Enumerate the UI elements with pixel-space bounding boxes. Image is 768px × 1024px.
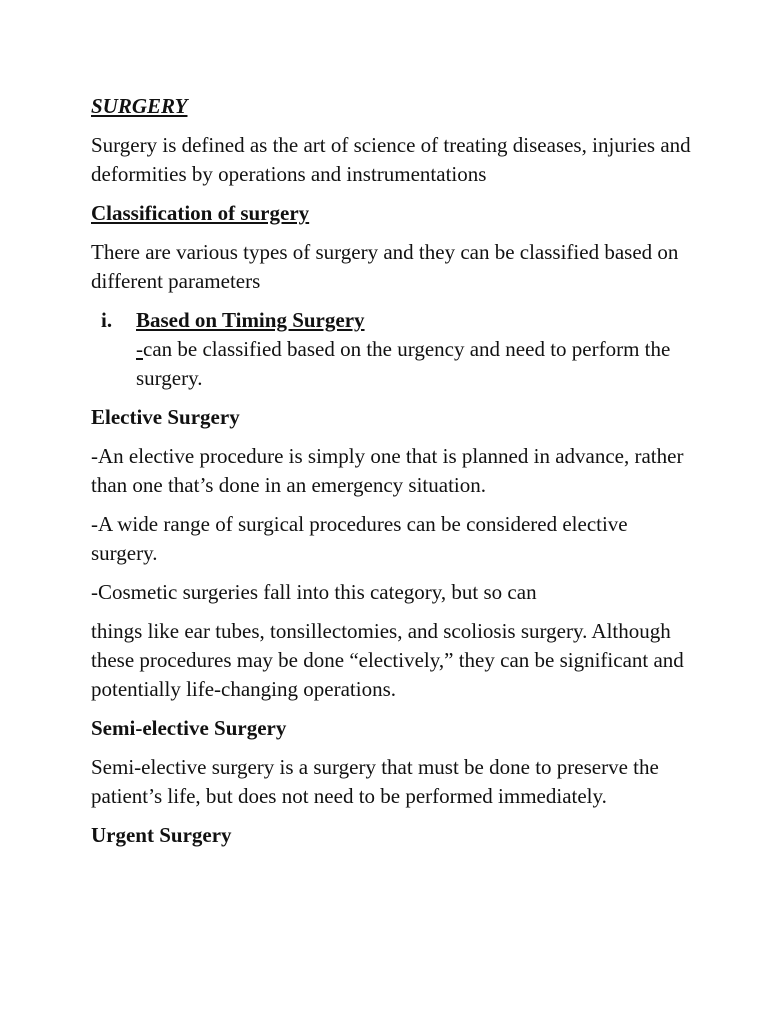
classification-heading: Classification of surgery — [91, 201, 310, 225]
semi-elective-paragraph: Semi-elective surgery is a surgery that must be done to preserve the patient’s life, but does not need to be performed immediately. — [91, 755, 659, 808]
elective-paragraph-4: things like ear tubes, tonsillectomies, and scoliosis surgery. Although these procedures may be done “electively,” they can be significant and potentially life-changing operations. — [91, 619, 684, 701]
intro-paragraph: Surgery is defined as the art of science of treating diseases, injuries and deformities by operations and instrumentations — [91, 133, 691, 186]
classification-paragraph: There are various types of surgery and they can be classified based on different parameters — [91, 240, 679, 293]
elective-paragraph-1: -An elective procedure is simply one that is planned in advance, rather than one that’s done in an emergency situation. — [91, 444, 684, 497]
document-page — [91, 92, 691, 860]
semi-elective-heading: Semi-elective Surgery — [91, 716, 287, 740]
list-item-timing — [91, 306, 691, 393]
elective-paragraph-3: -Cosmetic surgeries fall into this category, but so can — [91, 580, 537, 604]
elective-paragraph-2: -A wide range of surgical procedures can be considered elective surgery. — [91, 512, 628, 565]
list-marker: i. — [101, 308, 113, 332]
elective-heading: Elective Surgery — [91, 405, 240, 429]
list-item-title: Based on Timing Surgery — [136, 308, 365, 332]
urgent-heading: Urgent Surgery — [91, 823, 232, 847]
list-item-body — [136, 335, 691, 393]
list-item-dash: - — [136, 337, 143, 361]
list-item-text: can be classified based on the urgency and need to perform the surgery. — [136, 337, 671, 390]
document-title: SURGERY — [91, 94, 188, 118]
